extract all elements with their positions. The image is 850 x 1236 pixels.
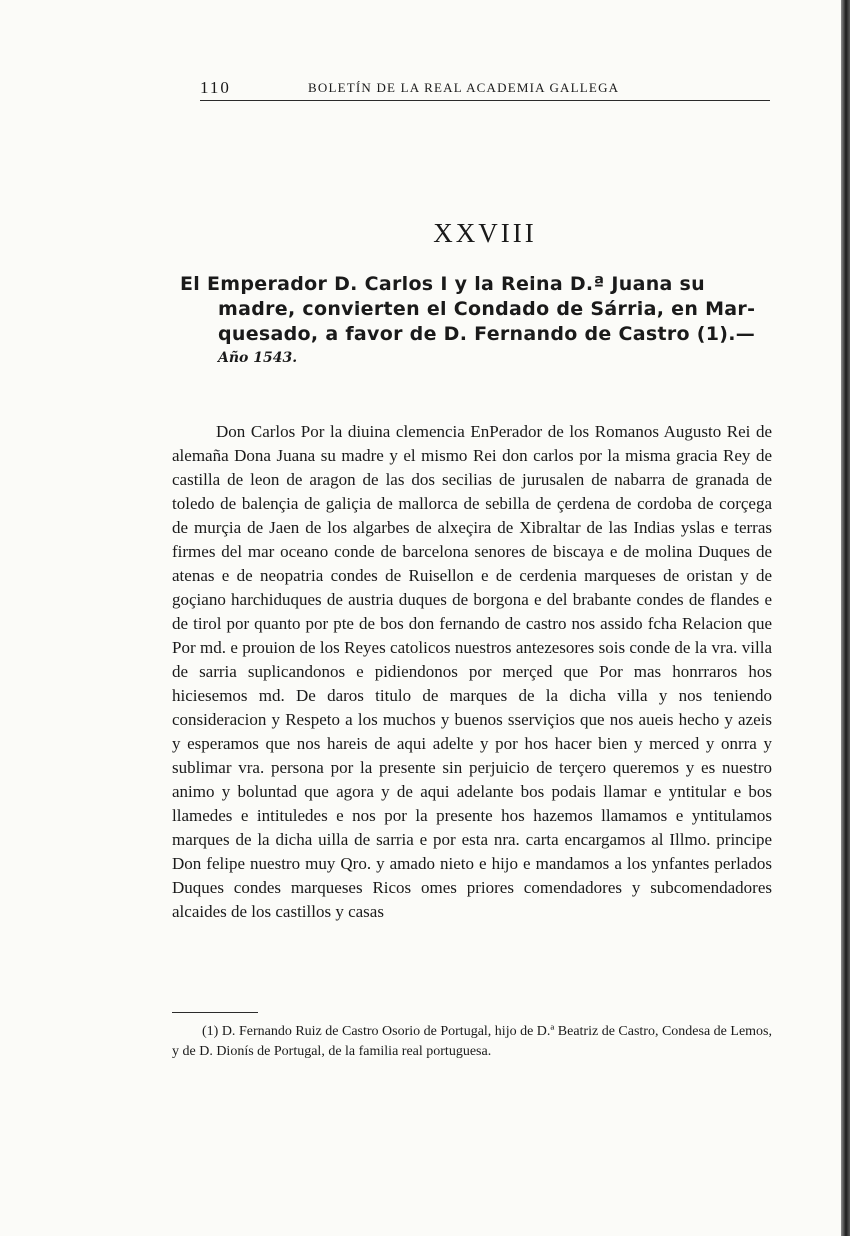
document-number: XXVIII <box>433 218 537 249</box>
title-line: madre, convierten el Condado de Sárria, en Mar- <box>218 298 756 320</box>
body-text: Don Carlos Por la diuina clemencia EnPerador de los Romanos Augusto Rei de alemaña Dona Juana su madre y el mismo Rei don carlos por la misma gracia Rey de castilla de leon de aragon de las dos secilias de jurusalen de nabarra de granada de toledo de balençia de galiçia de mallorca de sebilla de çerdena de cordoba de corçega de murçia de Jaen de los algarbes de alxeçira de Xibraltar de las Indias yslas e terras firmes del mar oceano conde de barcelona senores de biscaya e de molina Duques de atenas e de neopatria condes de Ruisellon e de cerdenia marqueses de oristan y de goçiano harchiduques de austria duques de borgona e del brabante condes de flandes e de tirol por quanto por pte de bos don fernando de castro nos assido fcha Relacion que Por md. e prouion de los Reyes catolicos nuestros antezesores sois conde de la vra. villa de sarria suplicandonos e pidiendonos por merçed que Por mas honrraros hos hiciesemos md. De daros titulo de marques de la dicha villa y nos teniendo consideracion y Respeto a los muchos y buenos sserviçios que nos aueis hecho y azeis y esperamos que nos hareis de aqui adelte y por hos hacer bien y merced y onrra y sublimar vra. persona por la presente sin perjuicio de terçero queremos y es nuestro animo y boluntad que agora y de aqui adelante bos podais llamar e yntitular e bos llamedes e intituledes e nos por la presente hos hazemos llamamos e yntitulamos marques de la dicha uilla de sarria e por esta nra. carta encargamos al Illmo. principe Don felipe nuestro muy Qro. y amado nieto e hijo e mandamos a los ynfantes perlados Duques condes marqueses Ricos omes priores comendadores y subcomendadores alcaides de los castillos y casas <box>172 422 772 921</box>
running-head: BOLETÍN DE LA REAL ACADEMIA GALLEGA <box>308 80 620 95</box>
page-number: 110 <box>200 78 231 97</box>
footnote: (1) D. Fernando Ruiz de Castro Osorio de Portugal, hijo de D.ª Beatriz de Castro, Condesa de Lemos, y de D. Dionís de Portugal, de la familia real portuguesa. <box>172 1024 772 1059</box>
page-header <box>200 76 770 101</box>
footnote-divider <box>172 1012 258 1013</box>
document-title <box>180 272 772 347</box>
document-year: Año 1543. <box>218 350 298 366</box>
page-spine-edge <box>841 0 850 1236</box>
body-paragraph <box>172 420 772 924</box>
title-line: quesado, a favor de D. Fernando de Castro (1).— <box>218 323 756 345</box>
title-line: El Emperador D. Carlos I y la Reina D.ª Juana su <box>180 273 705 295</box>
